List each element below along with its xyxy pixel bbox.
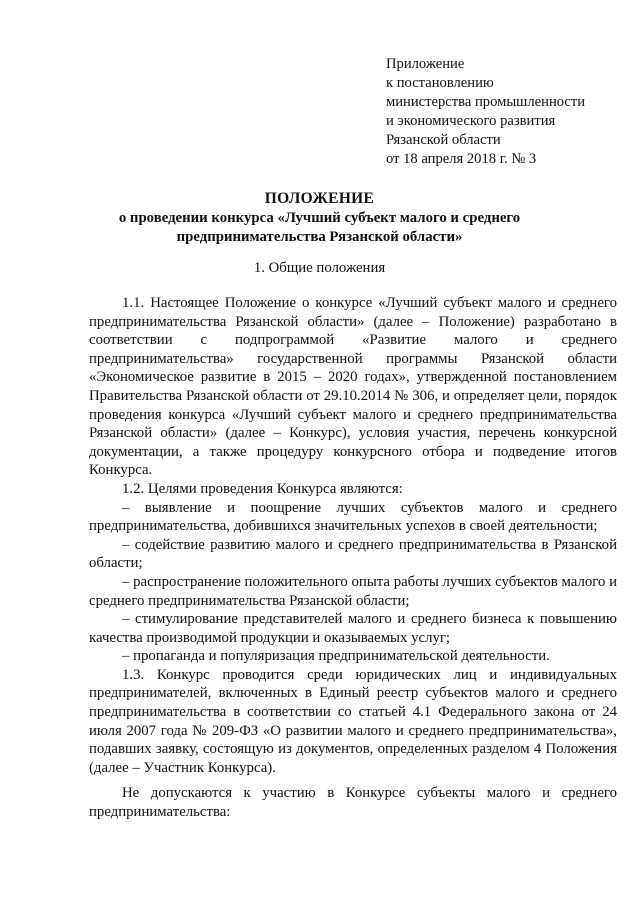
appendix-line: министерства промышленности	[386, 94, 586, 110]
paragraph-1-1: 1.1. Настоящее Положение о конкурсе «Лучший субъект малого и среднего предпринимательства Рязанской области» (далее – Положение) разработано в соответствии с подпрограммой «Развитие малого и среднего предпринимательства» государственной программы Рязанской области «Экономическое развитие в 2015 – 2020 годах», утвержденной постановлением Правительства Рязанской области от 29.10.2014 № 306, и определяет цели, порядок проведения конкурса «Лучший субъект малого и среднего предпринимательства Рязанской области» (далее – Конкурс), условия участия, перечень конкурсной документации, а также процедуру конкурсного отбора и подведение итогов Конкурса.	[89, 295, 617, 479]
appendix-line: Рязанской области	[386, 132, 501, 148]
document-title-block	[0, 189, 639, 248]
section-heading: 1. Общие положения	[253, 260, 386, 276]
goal-item: – стимулирование представителей малого и среднего бизнеса к повышению качества производимой продукции и оказываемых услуг;	[89, 611, 617, 646]
appendix-line: к постановлению	[386, 75, 494, 91]
appendix-line: от 18 апреля 2018 г. № 3	[386, 151, 537, 167]
paragraph-exclusion: Не допускаются к участию в Конкурсе субъекты малого и среднего предпринимательства:	[89, 785, 617, 821]
goal-item: – пропаганда и популяризация предпринимательской деятельности.	[122, 648, 550, 665]
document-subtitle-line2: предпринимательства Рязанской области»	[176, 229, 463, 245]
goal-item: – выявление и поощрение лучших субъектов малого и среднего предпринимательства, добившихся значительных успехов в своей деятельности;	[89, 499, 617, 535]
document-body	[89, 294, 617, 822]
appendix-line: Приложение	[386, 56, 465, 72]
appendix-stamp	[386, 55, 631, 169]
appendix-line: и экономического развития	[386, 113, 556, 129]
document-title: ПОЛОЖЕНИЕ	[264, 190, 375, 207]
paragraph-1-3: 1.3. Конкурс проводится среди юридических лиц и индивидуальных предпринимателей, включенных в Единый реестр субъектов малого и среднего предпринимательства в соответствии со статьей 4.1 Федерального закона от 24 июля 2007 года № 209-ФЗ «О развитии малого и среднего предпринимательства», подавших заявку, состоящую из документов, определенных разделом 4 Положения (далее – Участник Конкурса).	[89, 666, 617, 776]
document-subtitle-line1: о проведении конкурса «Лучший субъект малого и среднего	[118, 209, 521, 226]
goal-item: – распространение положительного опыта работы лучших субъектов малого и среднего предпринимательства Рязанской области;	[89, 573, 617, 609]
goal-item: – содействие развитию малого и среднего предпринимательства в Рязанской области;	[89, 536, 617, 572]
paragraph-1-2: 1.2. Целями проведения Конкурса являются:	[122, 480, 403, 497]
